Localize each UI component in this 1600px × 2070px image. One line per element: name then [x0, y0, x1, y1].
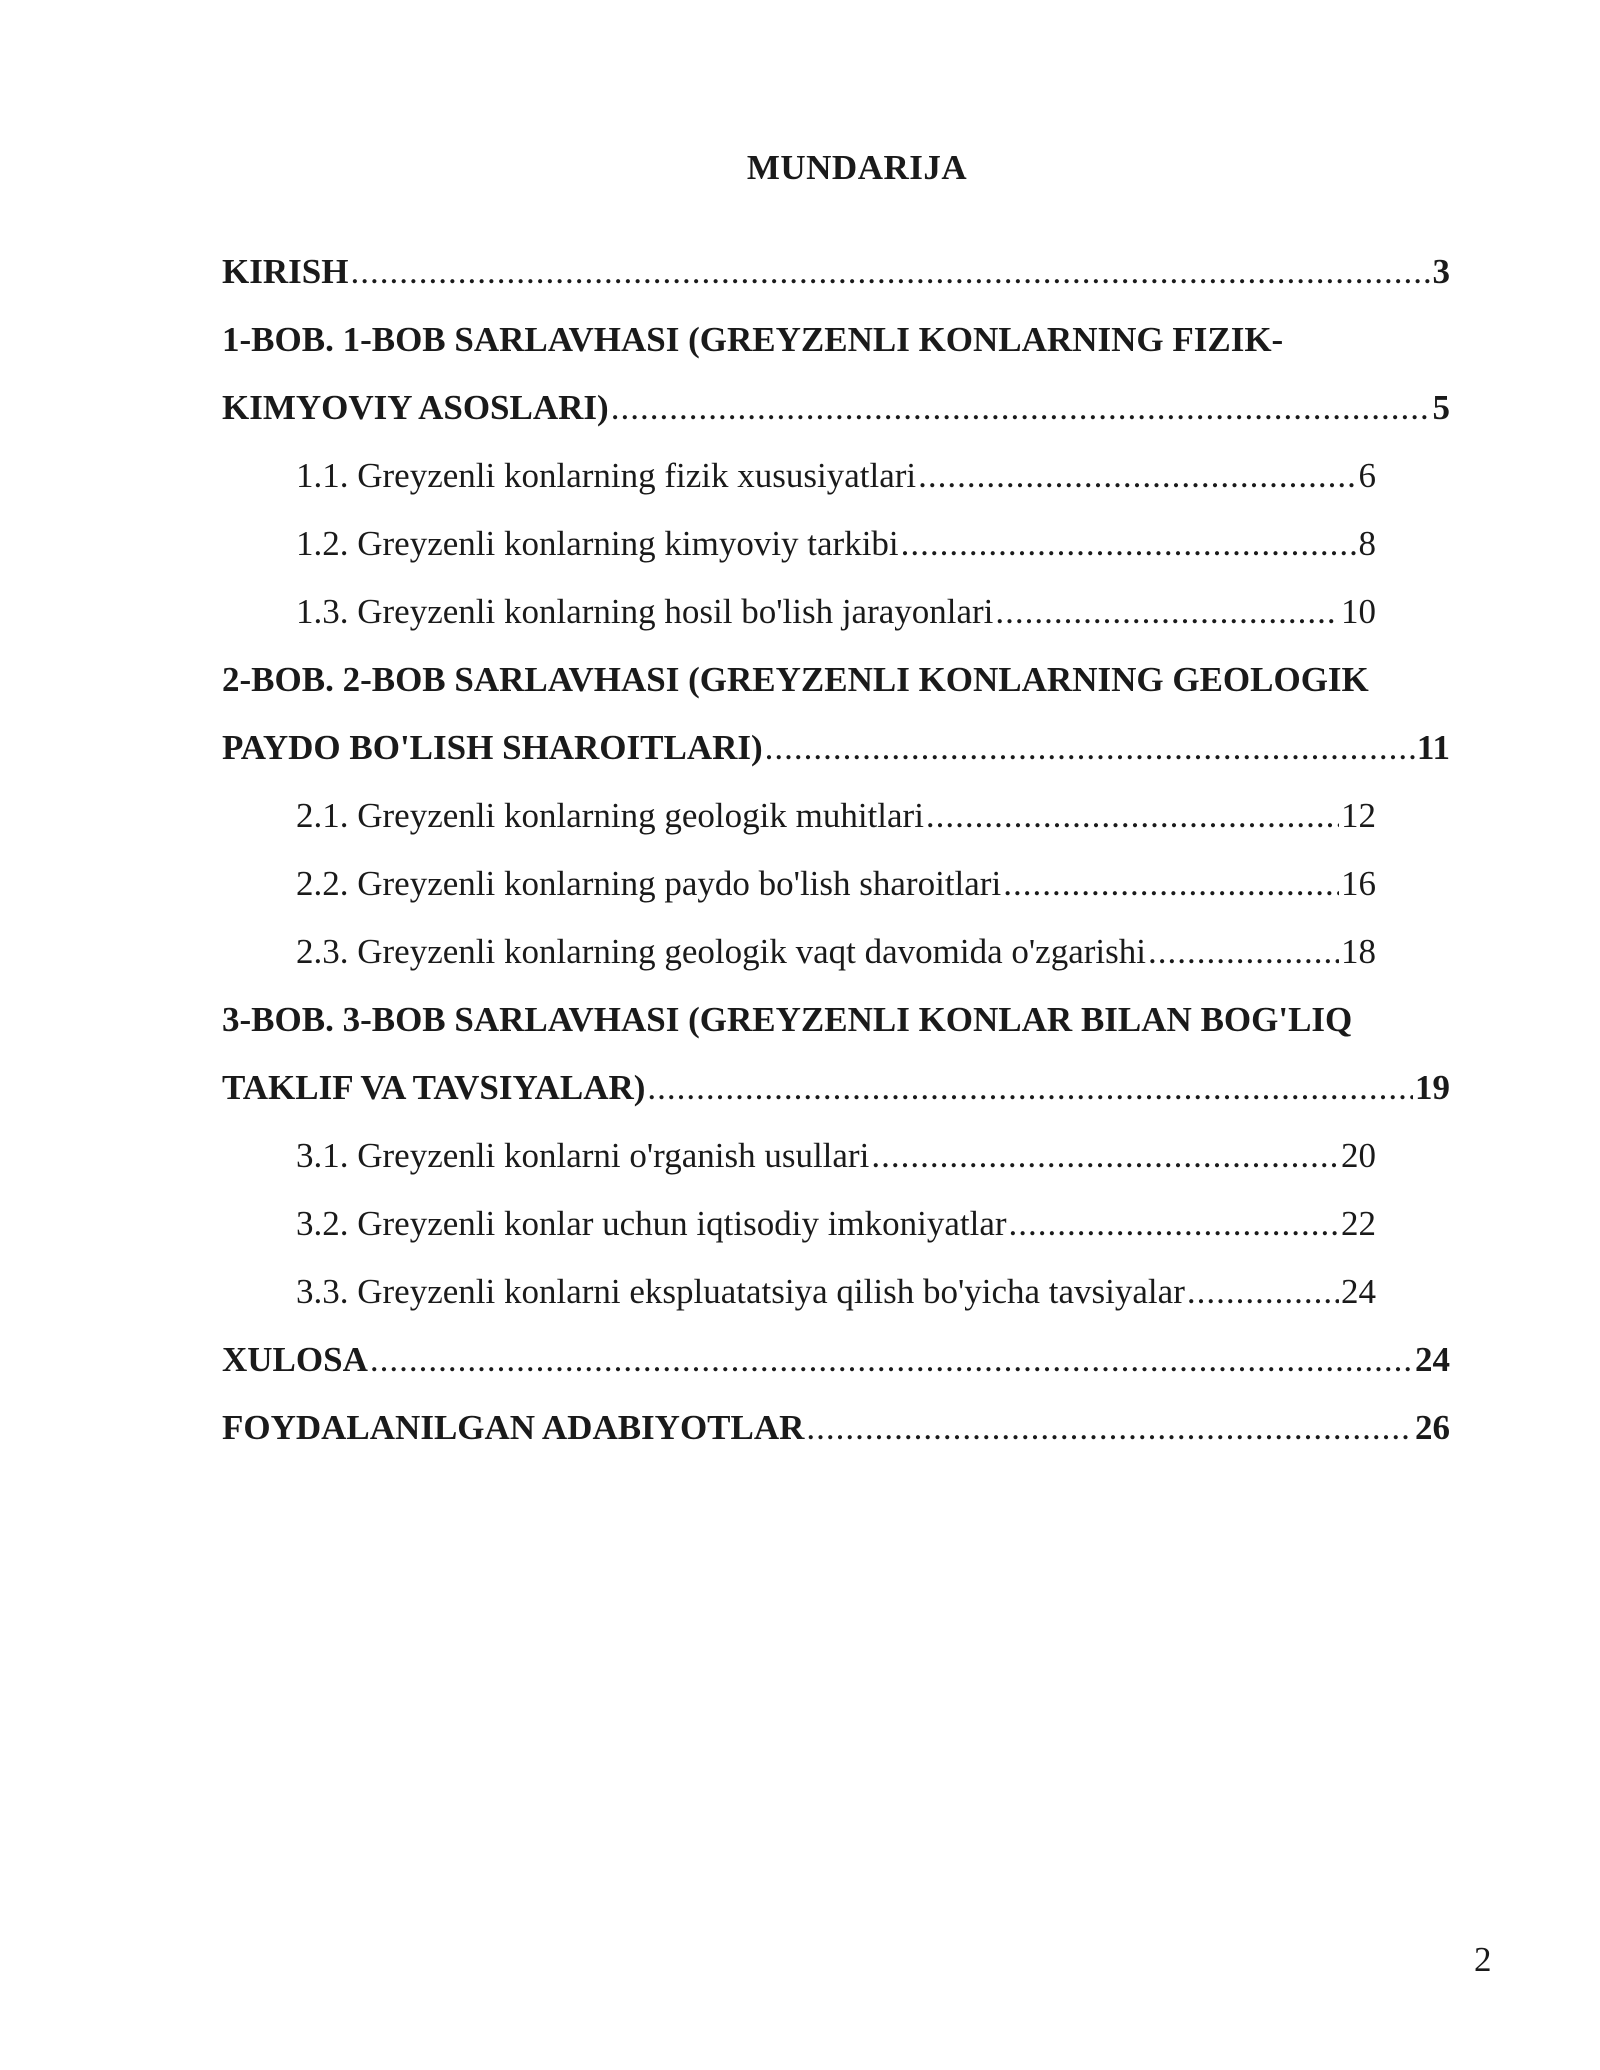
dot-leader — [806, 1394, 1413, 1462]
toc-entry-label: 3.2. Greyzenli konlar uchun iqtisodiy imkoniyatlar — [296, 1204, 1007, 1243]
toc-entry-label: XULOSA — [222, 1340, 368, 1379]
dot-leader — [647, 1054, 1413, 1122]
toc-entry-bibliography[interactable] — [222, 1394, 1450, 1462]
toc-entry-label-line2: TAKLIF VA TAVSIYALAR) — [222, 1068, 646, 1107]
toc-entry-label-line1: 1-BOB. 1-BOB SARLAVHASI (GREYZENLI KONLARNING FIZIK- — [222, 320, 1284, 359]
toc-page-number: 12 — [1341, 796, 1376, 835]
toc-page-number: 11 — [1416, 728, 1450, 767]
toc-page-number: 10 — [1341, 592, 1376, 631]
toc-entry-1-2[interactable] — [296, 510, 1376, 578]
toc-entry-chapter-3[interactable] — [222, 986, 1450, 1122]
toc-entry-xulosa[interactable] — [222, 1326, 1450, 1394]
toc-entry-chapter-2[interactable] — [222, 646, 1450, 782]
toc-entry-chapter-1[interactable] — [222, 306, 1450, 442]
toc-entry-3-3[interactable] — [296, 1258, 1376, 1326]
toc-entry-label: FOYDALANILGAN ADABIYOTLAR — [222, 1408, 805, 1447]
toc-entry-1-1[interactable] — [296, 442, 1376, 510]
toc-entry-label: 3.1. Greyzenli konlarni o'rganish usullari — [296, 1136, 870, 1175]
toc-entry-label: 1.2. Greyzenli konlarning kimyoviy tarkibi — [296, 524, 899, 563]
toc-entry-label-line2: KIMYOVIY ASOSLARI) — [222, 388, 609, 427]
dot-leader — [1187, 1258, 1339, 1326]
toc-entry-label-line2: PAYDO BO'LISH SHAROITLARI) — [222, 728, 763, 767]
dot-leader — [901, 510, 1357, 578]
dot-leader — [1003, 850, 1339, 918]
toc-entry-2-3[interactable] — [296, 918, 1376, 986]
toc-entry-label: 2.1. Greyzenli konlarning geologik muhitlari — [296, 796, 924, 835]
toc-entry-3-1[interactable] — [296, 1122, 1376, 1190]
dot-leader — [611, 374, 1431, 442]
dot-leader — [370, 1326, 1413, 1394]
toc-entry-kirish[interactable] — [222, 238, 1450, 306]
toc-entry-3-2[interactable] — [296, 1190, 1376, 1258]
toc-entry-1-3[interactable] — [296, 578, 1376, 646]
toc-page-number: 22 — [1341, 1204, 1376, 1243]
page-number: 2 — [1474, 1940, 1492, 1979]
toc-page-number: 24 — [1415, 1340, 1450, 1379]
toc-page-number: 6 — [1358, 456, 1376, 495]
toc-entry-label: 3.3. Greyzenli konlarni ekspluatatsiya qilish bo'yicha tavsiyalar — [296, 1272, 1185, 1311]
toc-entry-label: KIRISH — [222, 252, 349, 291]
toc-entry-label: 1.1. Greyzenli konlarning fizik xususiyatlari — [296, 456, 917, 495]
toc-page-number: 8 — [1358, 524, 1376, 563]
toc-page-number: 26 — [1415, 1408, 1450, 1447]
dot-leader — [1148, 918, 1339, 986]
dot-leader — [871, 1122, 1339, 1190]
toc-page-number: 16 — [1341, 864, 1376, 903]
toc-page-number: 5 — [1432, 388, 1450, 427]
toc-entry-2-2[interactable] — [296, 850, 1376, 918]
toc-entry-label: 2.3. Greyzenli konlarning geologik vaqt davomida o'zgarishi — [296, 932, 1146, 971]
toc-page-number: 24 — [1341, 1272, 1376, 1311]
dot-leader — [350, 238, 1430, 306]
dot-leader — [926, 782, 1339, 850]
toc-entry-label-line1: 3-BOB. 3-BOB SARLAVHASI (GREYZENLI KONLAR BILAN BOG'LIQ — [222, 1000, 1353, 1039]
toc-page-number: 3 — [1432, 252, 1450, 291]
toc-entry-label-line1: 2-BOB. 2-BOB SARLAVHASI (GREYZENLI KONLARNING GEOLOGIK — [222, 660, 1369, 699]
toc-title: MUNDARIJA — [746, 148, 968, 187]
toc-page-number: 18 — [1341, 932, 1376, 971]
toc-entry-2-1[interactable] — [296, 782, 1376, 850]
toc-entry-label: 2.2. Greyzenli konlarning paydo bo'lish sharoitlari — [296, 864, 1002, 903]
dot-leader — [918, 442, 1356, 510]
toc-page-number: 19 — [1415, 1068, 1450, 1107]
table-of-contents — [222, 238, 1450, 1462]
dot-leader — [995, 578, 1339, 646]
toc-entry-label: 1.3. Greyzenli konlarning hosil bo'lish jarayonlari — [296, 592, 994, 631]
dot-leader — [1009, 1190, 1339, 1258]
toc-page-number: 20 — [1341, 1136, 1376, 1175]
dot-leader — [765, 714, 1415, 782]
